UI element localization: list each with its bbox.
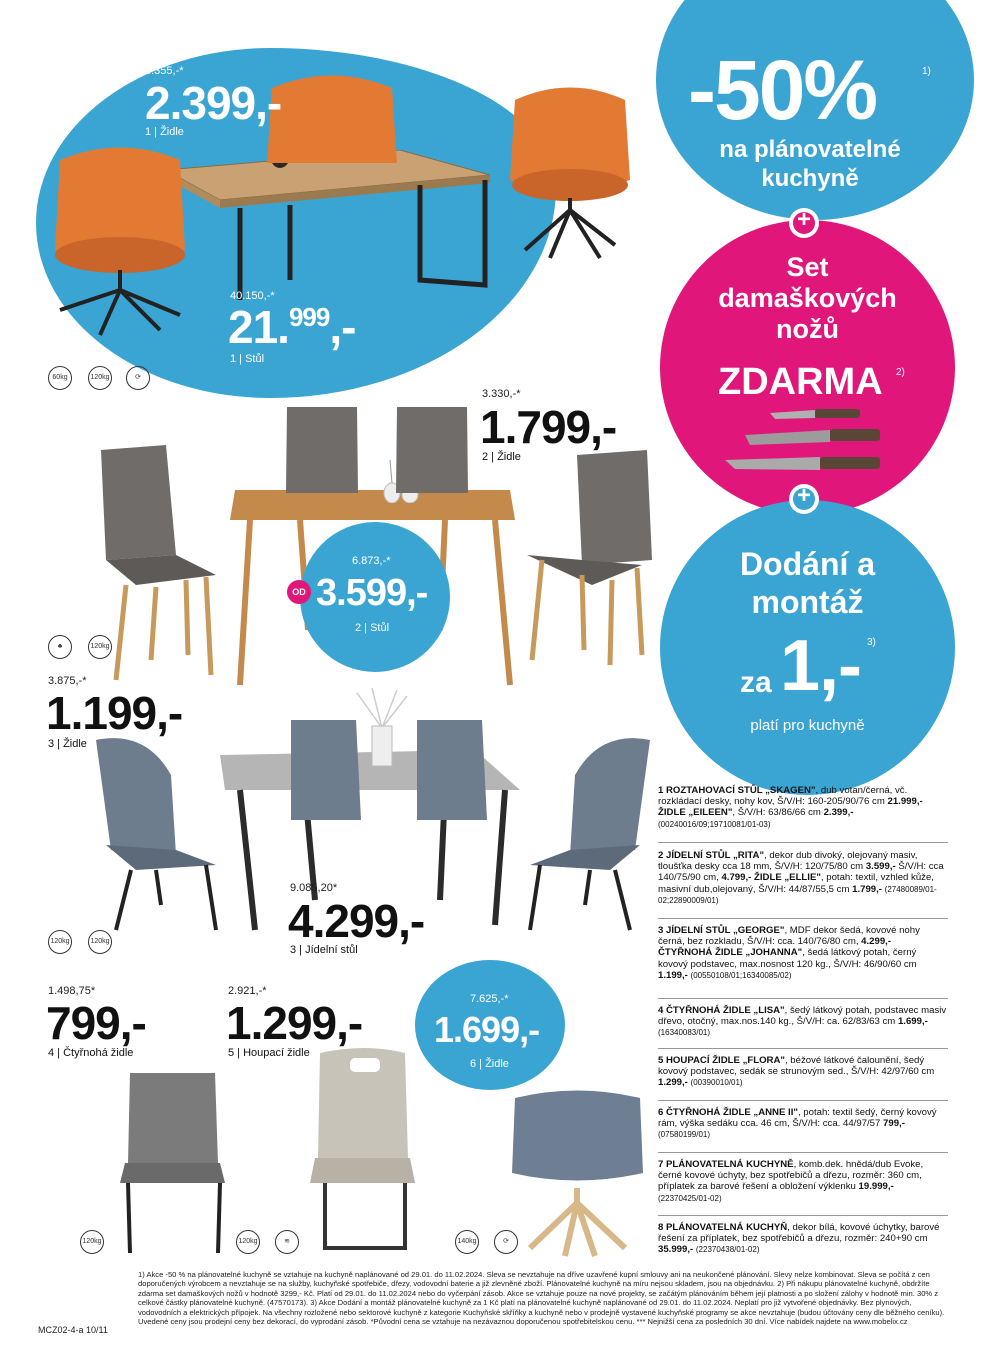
discount-line1: na plánovatelné [719, 136, 901, 163]
grey-chair-image-1 [96, 445, 226, 685]
desc-code: (07580199/01) [658, 1130, 711, 1140]
desc-bold: 4.299,- ČTYŘNOHÁ ŽIDLE „JOHANNA" [658, 936, 892, 959]
weight-120kg-icon: 120kg [88, 635, 112, 659]
skagen-table-image [160, 150, 500, 310]
description-1 [658, 785, 948, 830]
price-main: 21. [228, 301, 289, 353]
price: 3.599,- [316, 572, 428, 614]
page-code: MCZ02-4-a 10/11 [38, 1325, 108, 1335]
spring-icon: ≋ [275, 1230, 299, 1254]
knives-image [720, 405, 890, 480]
desc-bold: 35.999,- [658, 1244, 694, 1256]
product-label: 2 | Židle [482, 451, 521, 463]
desc-text: , dekor dub divoký, olejovaný masiv, tloušťka desky cca 18 mm, Š/V/H: 120/75/80 cm [658, 850, 918, 873]
old-price: 6.873,-* [352, 555, 391, 567]
price: 1.699,- [434, 1009, 540, 1050]
desc-text: , potah: textil, vzhled kůže, masivní dub,olejovaný, Š/V/H: 44/87/55,5 cm [658, 872, 934, 895]
grey-chair-image-2 [282, 405, 362, 495]
desc-bold: 4.799,- ŽIDLE „ELLIE" [721, 872, 821, 884]
blue-grey-chair-image-2 [286, 715, 366, 825]
price: 799,- [46, 997, 146, 1049]
desc-title: 4 ČTYŘNOHÁ ŽIDLE „LISA" [658, 1005, 785, 1016]
desc-title: 1 ROZTAHOVACÍ STŮL „SKAGEN" [658, 785, 816, 796]
product-label: 3 | Židle [48, 738, 87, 750]
divider [658, 918, 948, 919]
flora-chair-image [310, 1048, 420, 1258]
weight-120kg-icon: 120kg [80, 1230, 104, 1254]
desc-code: (22370425/01-02) [658, 1193, 722, 1203]
grey-chair-image-3 [392, 405, 472, 495]
desc-code: (00390010/01) [690, 1078, 743, 1088]
description-2 [658, 850, 948, 906]
weight-120kg-icon: 120kg [48, 930, 72, 954]
plus-icon: + [796, 482, 811, 509]
divider [658, 1100, 948, 1101]
desc-code: (00240016/09;19710081/01-03) [658, 819, 771, 829]
orange-chair-image-3 [505, 80, 635, 260]
description-6 [658, 1107, 948, 1141]
price: 4.299,- [288, 895, 425, 947]
weight-120kg-icon: 120kg [236, 1230, 260, 1254]
od-badge: OD [287, 580, 311, 604]
set-free: ZDARMA [718, 361, 883, 403]
price-end: ,- [329, 301, 356, 353]
desc-text: , dekor bílá, kovové úchytky, barové řešení za příplatek, bez spotřebičů a dřezu, rozměr: 240+90 cm [658, 1222, 940, 1245]
product-label: 1 | Stůl [230, 353, 265, 365]
discount-value: -50% [688, 43, 877, 137]
divider [658, 1152, 948, 1153]
price-sup: 999 [288, 302, 330, 332]
desc-code: (00550108/01;16340085/02) [690, 970, 792, 980]
tree-icon: ♣ [48, 635, 72, 659]
delivery-line2: montáž [751, 584, 864, 620]
desc-code: (16340083/01) [658, 1028, 711, 1038]
desc-code: (22370438/01-02) [695, 1245, 760, 1255]
footnote-marker: 3) [867, 637, 876, 648]
desc-bold: 3.599,- [865, 861, 896, 873]
old-price: 2.921,-* [228, 985, 267, 997]
grey-chair-image-4 [522, 450, 657, 670]
divider [658, 1048, 948, 1049]
lisa-chair-image [120, 1068, 230, 1258]
orange-chair-image-2 [262, 68, 402, 168]
desc-bold: 1.699,- [897, 1016, 928, 1028]
price [228, 301, 356, 353]
product-label: 6 | Židle [470, 1058, 509, 1070]
price: 1.199,- [46, 687, 183, 739]
price: 1.799,- [480, 401, 617, 453]
divider [658, 842, 948, 843]
desc-text: , Š/V/H: 63/86/66 cm [732, 807, 824, 819]
old-price: 3.875,-* [48, 675, 87, 687]
price: 1.299,- [226, 997, 363, 1049]
desc-text: , potah: textil šedý, černý kovový rám, výška sedáku cca. 46 cm, Š/V/H: cca. 44/97/57 [658, 1107, 937, 1130]
footnote-marker: 2) [896, 367, 905, 378]
discount-line2: kuchyně [761, 165, 859, 192]
discount-text [660, 135, 960, 193]
old-price: 3.330,-* [482, 388, 521, 400]
price: 2.399,- [145, 77, 282, 129]
old-price: 1.498,75* [48, 985, 96, 997]
blue-grey-chair-image-3 [412, 715, 492, 825]
desc-text: , dub votan/černá, vč. rozkládací desky, nohy kov, Š/V/H: 160-205/90/76 cm [658, 785, 908, 808]
weight-60kg-icon: 60kg [48, 366, 72, 390]
delivery-sub: platí pro kuchyně [750, 717, 865, 734]
old-price: 9.085,20* [290, 882, 338, 894]
divider [658, 998, 948, 999]
desc-bold: 2.399,- [823, 807, 854, 819]
footnote: 1) Akce -50 % na plánovatelné kuchyně se vztahuje na kuchyně naplánované od 29.01. do 11.02.2024. Sleva se nevztahuje na dříve uzavřené kupní smlouvy ani na neukončené plánování. Slevy nelze kombinovat. Sleva se počítá z cen doporučených výrobcem a nevztahuje se na služby, kuchyňské spotřebiče, dřezy, vodovodní baterie a již zlevněné zboží. Plánovatelné kuchyně na míru nejsou skladem, jsou na objednávku. 2) Při nákupu plánovatelné kuchyně, obdržíte zdarma set damaškových nožů v hodnotě 3299,- Kč. Platí od 29.01. do 11.02.2024 nebo do vyčerpání zásob. Akce se vztahuje pouze na nové projekty, se začátým plánováním během její platnosti a po složení zálohy v hodnotě min. 30% z celkové částky plánovatelné kuchyně. (47570173). 3) Akce Dodání a montáž plánovatelné kuchyně za 1 Kč platí na plánovatelné kuchyně naplánované od 29.01. do 11.02.2024. Neplatí pro již vytvořené objednávky. Bez plynových, vodovodních a elektrických přípojek. Na všechny rozložené nebo sektorové kuchyně z kategorie Kuchyňské skříňky a kuchyně nebo v prodejně vystavené kuchyňské programy se akce nevztahuje (budou účtovány ceny dle běžného ceníku). Uvedené ceny jsou prodejní ceny bez dekorací, do vyprodání zásob. *Původní cena se vztahuje na nezávaznou doporučenou spotřebitelskou cenu. *** Nejnižší cena za posledních 30 dní. Více nabídek najdete na www.mobelix.cz [138, 1270, 945, 1327]
desc-text: , béžové látkové čalounění, šedý kovový podstavec, sedák se strunovým sed., Š/V/H: 42/97/60 cm [658, 1055, 935, 1078]
delivery-price: 1,- [780, 626, 862, 706]
blue-grey-chair-image-1 [86, 735, 226, 935]
description-5 [658, 1055, 948, 1089]
description-3 [658, 925, 948, 981]
description-8 [658, 1222, 948, 1256]
desc-text: Š/V/H: cca 140/75/90 cm, [658, 861, 944, 884]
description-4 [658, 1005, 948, 1039]
desc-code: (27480089/01-02;22890009/01) [658, 884, 937, 905]
delivery-text [660, 545, 955, 621]
anne-chair-image [505, 1088, 650, 1258]
desc-text: , šedý látkový potah, podstavec masiv dřevo, otočný, max.nos.140 kg., Š/V/H: ca. 62/83/63 cm [658, 1005, 947, 1028]
desc-text: , šedá látkový potah, černý kovový podstavec, max.nosnost 120 kg., Š/V/H: 46/90/60 cm [658, 947, 917, 970]
old-price: 7.625,-* [470, 993, 509, 1005]
weight-140kg-icon: 140kg [455, 1230, 479, 1254]
product-label: 5 | Houpací židle [228, 1047, 310, 1059]
product-label: 4 | Čtyřnohá židle [48, 1047, 134, 1059]
set-line2: damaškových [718, 283, 897, 313]
weight-120kg-icon: 120kg [88, 930, 112, 954]
swivel-chair-icon: ⟳ [126, 366, 150, 390]
description-7 [658, 1159, 948, 1204]
product-label: 2 | Stůl [355, 622, 390, 634]
set-line3: nožů [776, 314, 839, 344]
knife-set-text [660, 252, 955, 345]
plus-icon: + [796, 206, 811, 233]
desc-bold: 21.999,- ŽIDLE „EILEEN" [658, 796, 923, 819]
desc-title: 2 JÍDELNÍ STŮL „RITA" [658, 850, 765, 861]
blue-grey-chair-image-4 [520, 735, 660, 935]
desc-text: , komb.dek. hnědá/dub Evoke, černé kovové úchyty, bez spotřebičů a dřezu, rozměr: 360 cm, příplatek za barové řešení a obložení výklenku [658, 1159, 924, 1193]
desc-title: 6 ČTYŘNOHÁ ŽIDLE „ANNE II" [658, 1107, 798, 1118]
delivery-line1: Dodání a [739, 546, 876, 582]
desc-title: 5 HOUPACÍ ŽIDLE „FLORA" [658, 1055, 785, 1066]
divider [658, 1215, 948, 1216]
desc-bold: 1.799,- [852, 883, 882, 895]
desc-text: , MDF dekor šedá, kovové nohy černá, bez rozkladu, Š/V/H: cca. 140/76/80 cm, [658, 925, 920, 948]
set-line1: Set [786, 252, 829, 282]
footnote-marker: 1) [922, 66, 931, 77]
old-price: 5.355,-* [145, 65, 184, 77]
weight-120kg-icon: 120kg [88, 366, 112, 390]
delivery-za: za [740, 666, 772, 699]
old-price: 40.150,-* [230, 290, 275, 302]
product-label: 1 | Židle [145, 126, 184, 138]
desc-bold: 1.199,- [658, 969, 688, 981]
desc-bold: 1.299,- [658, 1077, 688, 1089]
orange-chair-image-1 [40, 140, 200, 340]
desc-title: 8 PLÁNOVATELNÁ KUCHYŇ [658, 1222, 788, 1233]
product-label: 3 | Jídelní stůl [290, 944, 358, 956]
desc-bold: 799,- [883, 1118, 905, 1130]
desc-bold: 19.999,- [858, 1181, 894, 1193]
swivel-chair-icon: ⟳ [494, 1230, 518, 1254]
desc-title: 7 PLÁNOVATELNÁ KUCHYNĚ [658, 1159, 794, 1170]
desc-title: 3 JÍDELNÍ STŮL „GEORGE" [658, 925, 785, 936]
